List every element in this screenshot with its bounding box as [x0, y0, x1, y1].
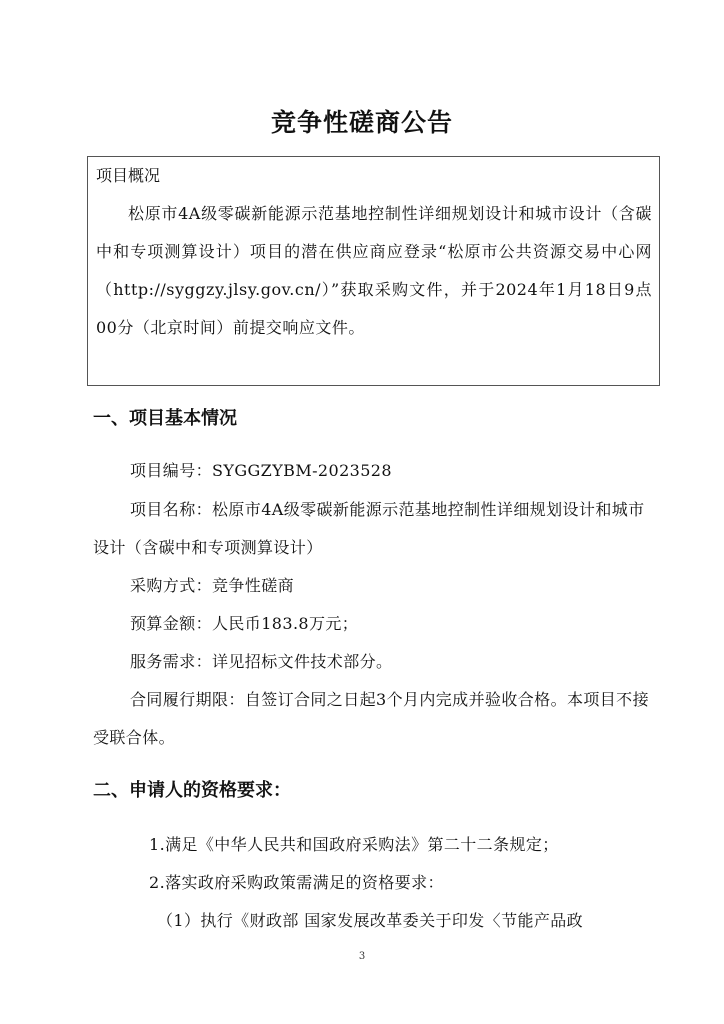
page-number: 3	[358, 951, 366, 962]
qualification-item-2-1: （1）执行《财政部 国家发展改革委关于印发〈节能产品政	[157, 911, 584, 930]
procurement-method: 采购方式：竞争性磋商	[130, 576, 295, 595]
project-name: 项目名称：松原市4A级零碳新能源示范基地控制性详细规划设计和城市设计（含碳中和专项测算设计）	[93, 500, 645, 557]
qualification-item-1: 1.满足《中华人民共和国政府采购法》第二十二条规定；	[149, 835, 559, 854]
overview-paragraph: 松原市4A级零碳新能源示范基地控制性详细规划设计和城市设计（含碳中和专项测算设计）项目的潜在供应商应登录“松原市公共资源交易中心网（http://syggzy.jlsy.gov.cn/）”获取采购文件，并于2024年1月18日9点00分（北京时间）前提交响应文件。	[96, 204, 652, 337]
service-requirements: 服务需求：详见招标文件技术部分。	[130, 652, 393, 671]
page-title: 竞争性磋商公告	[270, 108, 453, 137]
overview-heading: 项目概况	[96, 166, 161, 185]
budget-amount: 预算金额：人民币183.8万元；	[130, 614, 359, 633]
qualification-item-2: 2.落实政府采购政策需满足的资格要求：	[149, 873, 444, 892]
project-overview-box	[87, 156, 660, 386]
contract-period: 合同履行期限：自签订合同之日起3个月内完成并验收合格。本项目不接受联合体。	[93, 690, 649, 747]
project-number: 项目编号：SYGGZYBM-2023528	[130, 461, 392, 480]
section-1-heading: 一、项目基本情况	[93, 408, 237, 429]
section-2-heading: 二、申请人的资格要求：	[93, 780, 291, 801]
